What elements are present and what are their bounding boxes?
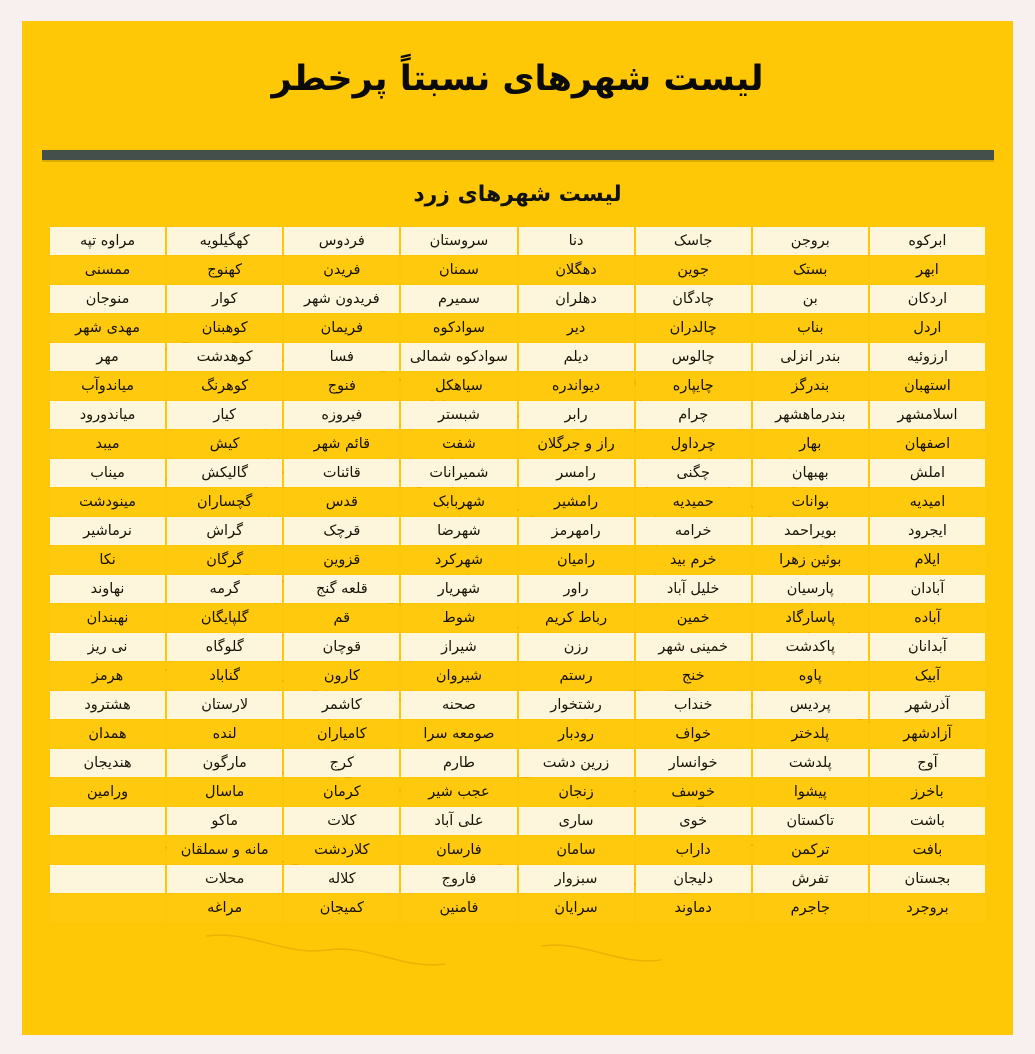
city-cell: بهبهان [753,459,868,487]
city-cell: کیار [167,401,282,429]
city-cell: پاوه [753,662,868,690]
city-cell: شمیرانات [401,459,516,487]
city-cell: گچساران [167,488,282,516]
city-cell: میاندورود [50,401,165,429]
empty-cell [50,807,165,835]
city-cell: رامهرمز [519,517,634,545]
city-cell: ابهر [870,256,985,284]
city-cell: قلعه گنج [284,575,399,603]
city-cell: کوار [167,285,282,313]
city-cell: بندر انزلی [753,343,868,371]
city-cell: ساری [519,807,634,835]
cities-table-wrapper [22,226,1013,923]
yellow-card [22,21,1013,1035]
city-cell: کرج [284,749,399,777]
city-cell: آبیک [870,662,985,690]
city-cell: ایجرود [870,517,985,545]
city-cell: بجستان [870,865,985,893]
city-cell: طارم [401,749,516,777]
table-row [50,778,985,806]
city-cell: فردوس [284,227,399,255]
city-cell: دیلم [519,343,634,371]
table-row [50,720,985,748]
city-cell: بافت [870,836,985,864]
city-cell: بندرماهشهر [753,401,868,429]
city-cell: خرامه [636,517,751,545]
table-row [50,546,985,574]
city-cell: میاندوآب [50,372,165,400]
city-cell: آبدانان [870,633,985,661]
city-cell: لنده [167,720,282,748]
city-cell: شیروان [401,662,516,690]
city-cell: خلیل آباد [636,575,751,603]
city-cell: بویراحمد [753,517,868,545]
city-cell: نهبندان [50,604,165,632]
city-cell: چادگان [636,285,751,313]
city-cell: بروجن [753,227,868,255]
city-cell: کلات [284,807,399,835]
city-cell: ارزوئیه [870,343,985,371]
city-cell: فنوج [284,372,399,400]
city-cell: گرمه [167,575,282,603]
city-cell: خرم بید [636,546,751,574]
city-cell: بوانات [753,488,868,516]
city-cell: صومعه سرا [401,720,516,748]
city-cell: ممسنی [50,256,165,284]
city-cell: بهار [753,430,868,458]
city-cell: کوهبنان [167,314,282,342]
city-cell: قدس [284,488,399,516]
city-cell: شهربابک [401,488,516,516]
empty-cell [50,894,165,922]
city-cell: دماوند [636,894,751,922]
city-cell: فریدون شهر [284,285,399,313]
city-cell: رودبار [519,720,634,748]
city-cell: کاشمر [284,691,399,719]
city-cell: چالدران [636,314,751,342]
city-cell: بروجرد [870,894,985,922]
table-row [50,836,985,864]
city-cell: چگنی [636,459,751,487]
city-cell: اردکان [870,285,985,313]
empty-cell [50,836,165,864]
table-row [50,517,985,545]
city-cell: ترکمن [753,836,868,864]
table-row [50,459,985,487]
city-cell: قائم شهر [284,430,399,458]
table-row [50,807,985,835]
city-cell: پردیس [753,691,868,719]
city-cell: مانه و سملقان [167,836,282,864]
city-cell: ایلام [870,546,985,574]
city-cell: میناب [50,459,165,487]
city-cell: چرام [636,401,751,429]
city-cell: ماسال [167,778,282,806]
city-cell: سروستان [401,227,516,255]
city-cell: میبد [50,430,165,458]
city-cell: ابرکوه [870,227,985,255]
city-cell: دهلران [519,285,634,313]
table-row [50,343,985,371]
city-cell: فسا [284,343,399,371]
city-cell: قزوین [284,546,399,574]
section-subtitle: لیست شهرهای زرد [413,181,622,207]
city-cell: سرایان [519,894,634,922]
city-cell: کیش [167,430,282,458]
city-cell: رستم [519,662,634,690]
city-cell: آباده [870,604,985,632]
city-cell: هندیجان [50,749,165,777]
city-cell: فریمان [284,314,399,342]
city-cell: قائنات [284,459,399,487]
city-cell: فامنین [401,894,516,922]
table-row [50,894,985,922]
city-cell: صحنه [401,691,516,719]
city-cell: محلات [167,865,282,893]
city-cell: منوجان [50,285,165,313]
city-cell: سمیرم [401,285,516,313]
city-cell: خنج [636,662,751,690]
city-cell: کهنوج [167,256,282,284]
city-cell: جاسک [636,227,751,255]
city-cell: آزادشهر [870,720,985,748]
city-cell: فیروزه [284,401,399,429]
city-cell: عجب شیر [401,778,516,806]
city-cell: دلیجان [636,865,751,893]
city-cell: سیاهکل [401,372,516,400]
city-cell: کوهرنگ [167,372,282,400]
city-cell: مراغه [167,894,282,922]
city-cell: چایپاره [636,372,751,400]
city-cell: چرداول [636,430,751,458]
city-cell: ورامین [50,778,165,806]
city-cell: خوسف [636,778,751,806]
city-cell: پارسیان [753,575,868,603]
city-cell: شیراز [401,633,516,661]
table-row [50,285,985,313]
table-row [50,488,985,516]
city-cell: سمنان [401,256,516,284]
city-cell: رامشیر [519,488,634,516]
city-cell: امیدیه [870,488,985,516]
city-cell: داراب [636,836,751,864]
city-cell: راور [519,575,634,603]
city-cell: کلاله [284,865,399,893]
city-cell: گالیکش [167,459,282,487]
city-cell: قرچک [284,517,399,545]
city-cell: حمیدیه [636,488,751,516]
city-cell: خواف [636,720,751,748]
table-row [50,633,985,661]
city-cell: پاکدشت [753,633,868,661]
city-cell: گلپایگان [167,604,282,632]
city-cell: مارگون [167,749,282,777]
city-cell: علی آباد [401,807,516,835]
table-row [50,430,985,458]
city-cell: کارون [284,662,399,690]
city-cell: نی ریز [50,633,165,661]
city-cell: فریدن [284,256,399,284]
city-cell: جاجرم [753,894,868,922]
city-cell: دیواندره [519,372,634,400]
city-cell: گرگان [167,546,282,574]
header-title-zone [22,21,1013,137]
city-cell: زنجان [519,778,634,806]
page-title: لیست شهرهای نسبتاً پرخطر [271,59,764,99]
table-row [50,401,985,429]
city-cell: خوی [636,807,751,835]
city-cell: رشتخوار [519,691,634,719]
city-cell: زرین دشت [519,749,634,777]
city-cell: آذرشهر [870,691,985,719]
city-cell: کوهدشت [167,343,282,371]
city-cell: راز و جرگلان [519,430,634,458]
city-cell: سوادکوه شمالی [401,343,516,371]
table-row [50,749,985,777]
city-cell: سوادکوه [401,314,516,342]
cities-table-body [50,227,985,922]
city-cell: کلاردشت [284,836,399,864]
city-cell: رباط کریم [519,604,634,632]
city-cell: نرماشیر [50,517,165,545]
city-cell: باخرز [870,778,985,806]
city-cell: خنداب [636,691,751,719]
table-row [50,662,985,690]
city-cell: پلدشت [753,749,868,777]
table-row [50,691,985,719]
city-cell: اصفهان [870,430,985,458]
city-cell: رامسر [519,459,634,487]
table-row [50,256,985,284]
city-cell: مهدی شهر [50,314,165,342]
city-cell: کمیجان [284,894,399,922]
city-cell: قوچان [284,633,399,661]
city-cell: گناباد [167,662,282,690]
city-cell: شهریار [401,575,516,603]
city-cell: سامان [519,836,634,864]
city-cell: بناب [753,314,868,342]
city-cell: فارسان [401,836,516,864]
empty-cell [50,865,165,893]
city-cell: قم [284,604,399,632]
city-cell: گلوگاه [167,633,282,661]
city-cell: نکا [50,546,165,574]
city-cell: رامیان [519,546,634,574]
city-cell: دیر [519,314,634,342]
city-cell: گراش [167,517,282,545]
city-cell: رزن [519,633,634,661]
city-cell: بندرگز [753,372,868,400]
city-cell: اسلامشهر [870,401,985,429]
table-row [50,575,985,603]
table-row [50,372,985,400]
city-cell: مهر [50,343,165,371]
city-cell: فاروج [401,865,516,893]
city-cell: جوین [636,256,751,284]
city-cell: هرمز [50,662,165,690]
city-cell: کرمان [284,778,399,806]
city-cell: رابر [519,401,634,429]
city-cell: اردل [870,314,985,342]
city-cell: شوط [401,604,516,632]
city-cell: شبستر [401,401,516,429]
city-cell: لارستان [167,691,282,719]
city-cell: نهاوند [50,575,165,603]
city-cell: کامیاران [284,720,399,748]
city-cell: شهرضا [401,517,516,545]
subtitle-zone [22,162,1013,226]
city-cell: مینودشت [50,488,165,516]
city-cell: املش [870,459,985,487]
city-cell: پلدختر [753,720,868,748]
city-cell: ماکو [167,807,282,835]
table-row [50,865,985,893]
cities-table [48,226,987,923]
city-cell: بن [753,285,868,313]
city-cell: تفرش [753,865,868,893]
city-cell: خوانسار [636,749,751,777]
city-cell: سبزوار [519,865,634,893]
city-cell: مراوه تپه [50,227,165,255]
city-cell: دهگلان [519,256,634,284]
title-divider [42,150,994,162]
city-cell: دنا [519,227,634,255]
table-row [50,604,985,632]
city-cell: باشت [870,807,985,835]
city-cell: کهگیلویه [167,227,282,255]
city-cell: بستک [753,256,868,284]
city-cell: شفت [401,430,516,458]
city-cell: خمینی شهر [636,633,751,661]
city-cell: بوئین زهرا [753,546,868,574]
city-cell: خمین [636,604,751,632]
table-row [50,314,985,342]
city-cell: شهرکرد [401,546,516,574]
city-cell: همدان [50,720,165,748]
city-cell: پیشوا [753,778,868,806]
city-cell: استهبان [870,372,985,400]
table-row [50,227,985,255]
city-cell: پاسارگاد [753,604,868,632]
city-cell: چالوس [636,343,751,371]
city-cell: آبادان [870,575,985,603]
city-cell: تاکستان [753,807,868,835]
city-cell: آوج [870,749,985,777]
city-cell: هشترود [50,691,165,719]
